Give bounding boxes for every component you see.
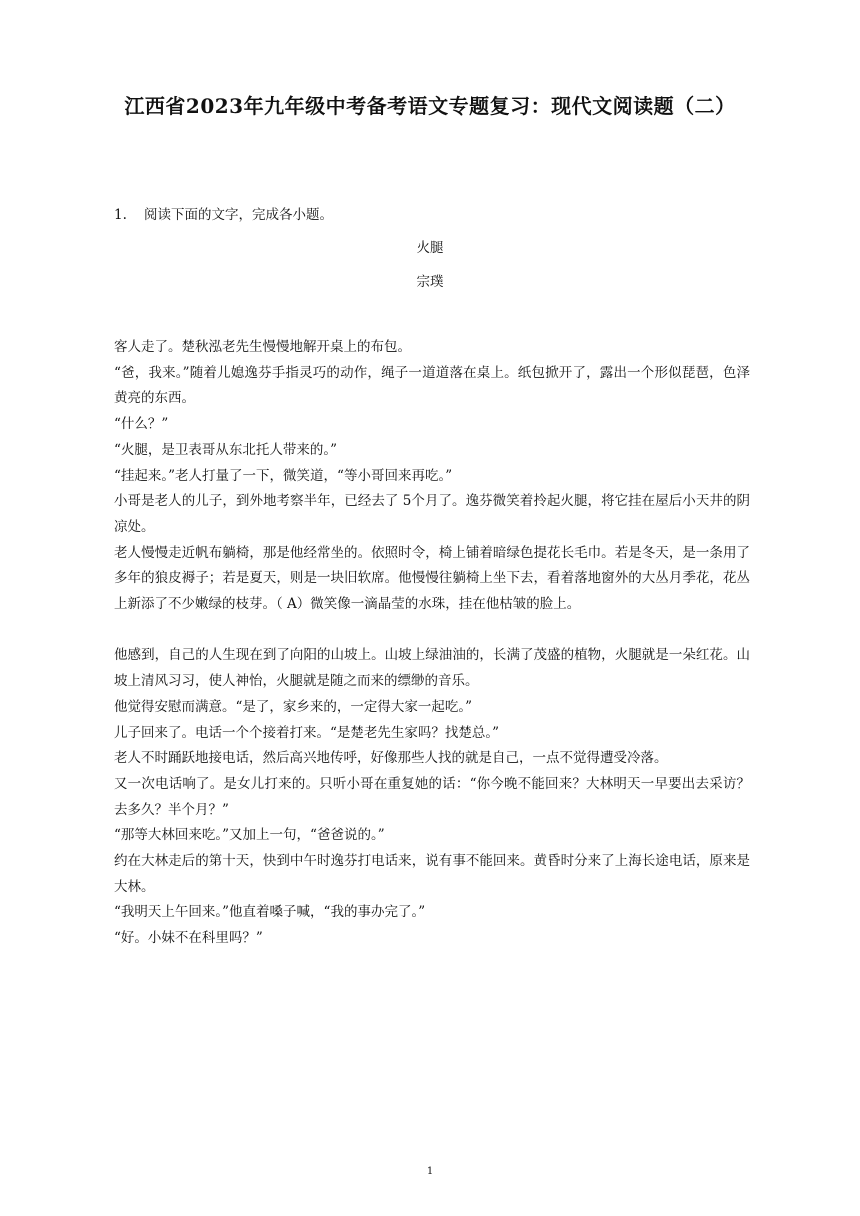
- paragraph: “那等大林回来吃。”又加上一句，“爸爸说的。”: [114, 827, 385, 844]
- paragraph: 又一次电话响了。是女儿打来的。只听小哥在重复她的话：“你今晚不能回来？大林明天一早要出去采访？去多久？半个月？”: [114, 775, 750, 818]
- paragraph: “爸，我来。”随着儿媳逸芬手指灵巧的动作，绳子一道道落在桌上。纸包掀开了，露出一个形似琵琶，色泽黄亮的东西。: [114, 364, 750, 407]
- question-header: [114, 203, 333, 223]
- paragraph: 客人走了。楚秋泓老先生慢慢地解开桌上的布包。: [114, 339, 411, 355]
- passage-author: 宗璞: [416, 274, 444, 290]
- paragraph: 老人不时踊跃地接电话，然后高兴地传呼，好像那些人找的就是自己，一点不觉得遭受冷落。: [114, 750, 668, 767]
- paragraph: “我明天上午回来。”他直着嗓子喊，“我的事办完了。”: [114, 904, 426, 921]
- paragraph: 儿子回来了。电话一个个接着打来。“是楚老先生家吗？找楚总。”: [114, 724, 500, 741]
- document-title: 江西省2023年九年级中考备考语文专题复习：现代文阅读题（二）: [124, 94, 736, 118]
- paragraph: “什么？”: [114, 416, 169, 433]
- page-number: 1: [426, 1166, 434, 1177]
- paragraph: 约在大林走后的第十天，快到中午时逸芬打电话来，说有事不能回来。黄昏时分来了上海长途电话，原来是大林。: [114, 853, 750, 895]
- passage-title: 火腿: [416, 240, 444, 256]
- paragraph: 他觉得安慰而满意。“是了，家乡来的，一定得大家一起吃。”: [114, 698, 473, 715]
- paragraph: 老人慢慢走近帆布躺椅，那是他经常坐的。依照时令，椅上铺着暗绿色提花长毛巾。若是冬天，是一条用了多年的狼皮褥子；若是夏天，则是一块旧软席。他慢慢往躺椅上坐下去，看着落地窗外的大丛月季花，花丛上新添了不少嫩绿的枝芽。（ A）微笑像一滴晶莹的水珠，挂在他枯皱的脸上。: [114, 544, 750, 613]
- paragraph: “挂起来。”老人打量了一下，微笑道，“等小哥回来再吃。”: [114, 467, 453, 484]
- question-number: 1.: [114, 207, 127, 223]
- paragraph: “好。小妹不在科里吗？”: [114, 930, 263, 947]
- paragraph: 小哥是老人的儿子，到外地考察半年，已经去了 5个月了。逸芬微笑着拎起火腿，将它挂在屋后小天井的阴凉处。: [114, 493, 750, 535]
- passage-body: [114, 335, 750, 952]
- paragraph: “火腿，是卫表哥从东北托人带来的。”: [114, 441, 338, 458]
- question-prompt: 阅读下面的文字，完成各小题。: [144, 207, 333, 223]
- paragraph: 他感到，自己的人生现在到了向阳的山坡上。山坡上绿油油的，长满了茂盛的植物，火腿就是一朵红花。山坡上清风习习，使人神怡，火腿就是随之而来的缥缈的音乐。: [114, 647, 750, 690]
